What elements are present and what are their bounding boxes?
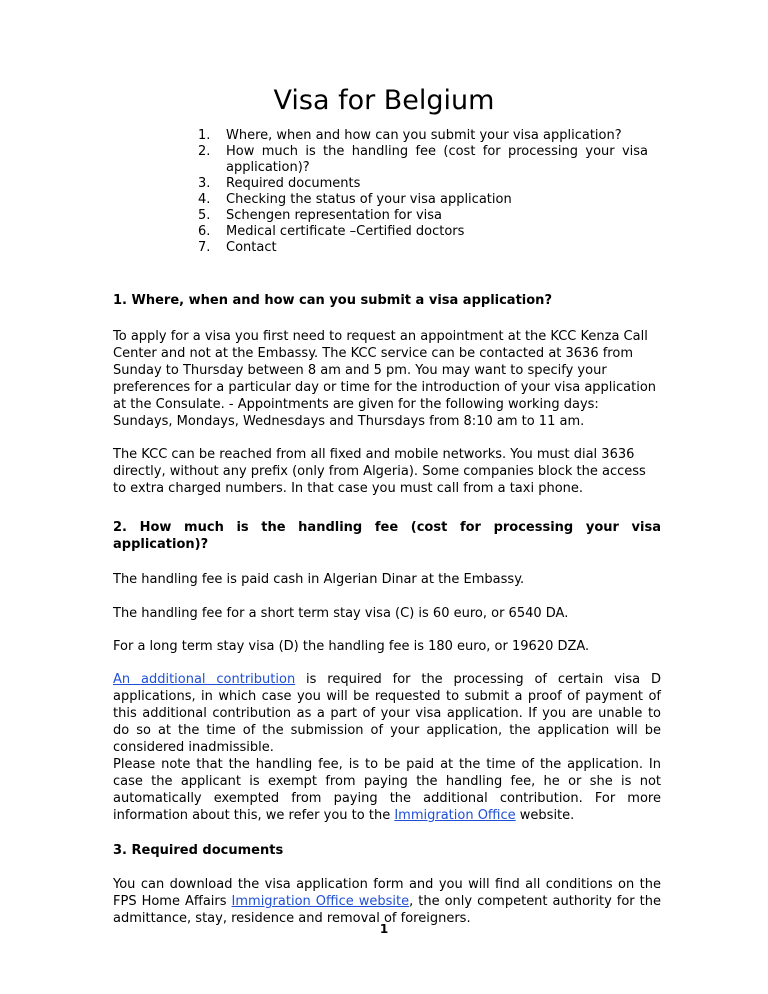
toc-text: How much is the handling fee (cost for processing your visa application)? (226, 144, 648, 175)
toc-number: 2. (198, 144, 211, 159)
toc-item (198, 224, 648, 240)
page-title: Visa for Belgium (273, 85, 495, 116)
section-3-heading: 3. Required documents (113, 843, 284, 858)
section-2-paragraph-2: The handling fee for a short term stay visa (C) is 60 euro, or 6540 DA. (113, 606, 569, 621)
section-1-paragraph-1: To apply for a visa you first need to request an appointment at the KCC Kenza Call Center and not at the Embassy. The KCC service can be contacted at 3636 from Sunday to Thursday between 8 am and 5 pm. You may want to specify your preferences for a particular day or time for the introduction of your visa application at the Consulate. - Appointments are given for the following working days: Sundays, Mondays, Wednesdays and Thursdays from 8:10 am to 11 am. (113, 329, 657, 429)
toc-text: Where, when and how can you submit your visa application? (226, 128, 622, 143)
paragraph-text: is required for the processing of certain visa D applications, in which case you will be requested to submit a proof of payment of this additional contribution as a part of your visa application. If you are unable to do so at the time of the submission of your application, the application will be considered inadmissible. (113, 672, 662, 755)
toc-number: 7. (198, 240, 211, 255)
toc-number: 4. (198, 192, 211, 207)
section-2-paragraph-4 (113, 671, 661, 756)
toc-item (198, 240, 648, 256)
toc-item (198, 192, 648, 208)
table-of-contents (198, 128, 648, 256)
additional-contribution-link[interactable]: An additional contribution (113, 672, 296, 687)
immigration-office-website-link[interactable]: Immigration Office website (231, 894, 410, 909)
paragraph-text: You can download the visa application form and you will find all conditions on the FPS Home Affairs (113, 877, 661, 909)
toc-number: 1. (198, 128, 211, 143)
section-1-paragraph-2: The KCC can be reached from all fixed and mobile networks. You must dial 3636 directly, without any prefix (only from Algeria). Some companies block the access to extra charged numbers. In that case you must call from a taxi phone. (113, 447, 646, 496)
toc-text: Contact (226, 240, 277, 255)
toc-text: Checking the status of your visa application (226, 192, 512, 207)
toc-text: Required documents (226, 176, 361, 191)
toc-item (198, 176, 648, 192)
section-2-heading: 2. How much is the handling fee (cost for processing your visa application)? (113, 520, 661, 552)
section-3-paragraph-1 (113, 876, 661, 927)
immigration-office-link[interactable]: Immigration Office (394, 808, 516, 823)
page-number: 1 (379, 922, 389, 936)
paragraph-text: , the only competent authority for the admittance, stay, residence and removal of foreigners. (113, 894, 661, 926)
toc-number: 5. (198, 208, 211, 223)
paragraph-text: website. (515, 808, 575, 823)
toc-text: Schengen representation for visa (226, 208, 443, 223)
toc-item (198, 144, 648, 176)
toc-number: 3. (198, 176, 211, 191)
section-1-heading: 1. Where, when and how can you submit a visa application? (113, 293, 552, 308)
section-2-paragraph-5 (113, 756, 661, 824)
toc-item (198, 128, 648, 144)
section-2-paragraph-1: The handling fee is paid cash in Algerian Dinar at the Embassy. (113, 572, 525, 587)
paragraph-text: Please note that the handling fee, is to be paid at the time of the application. In case the applicant is exempt from paying the handling fee, he or she is not automatically exempted from paying the additional contribution. For more information about this, we refer you to the (113, 757, 661, 823)
toc-number: 6. (198, 224, 211, 239)
toc-item (198, 208, 648, 224)
toc-text: Medical certificate –Certified doctors (226, 224, 465, 239)
section-2-paragraph-3: For a long term stay visa (D) the handling fee is 180 euro, or 19620 DZA. (113, 639, 590, 654)
